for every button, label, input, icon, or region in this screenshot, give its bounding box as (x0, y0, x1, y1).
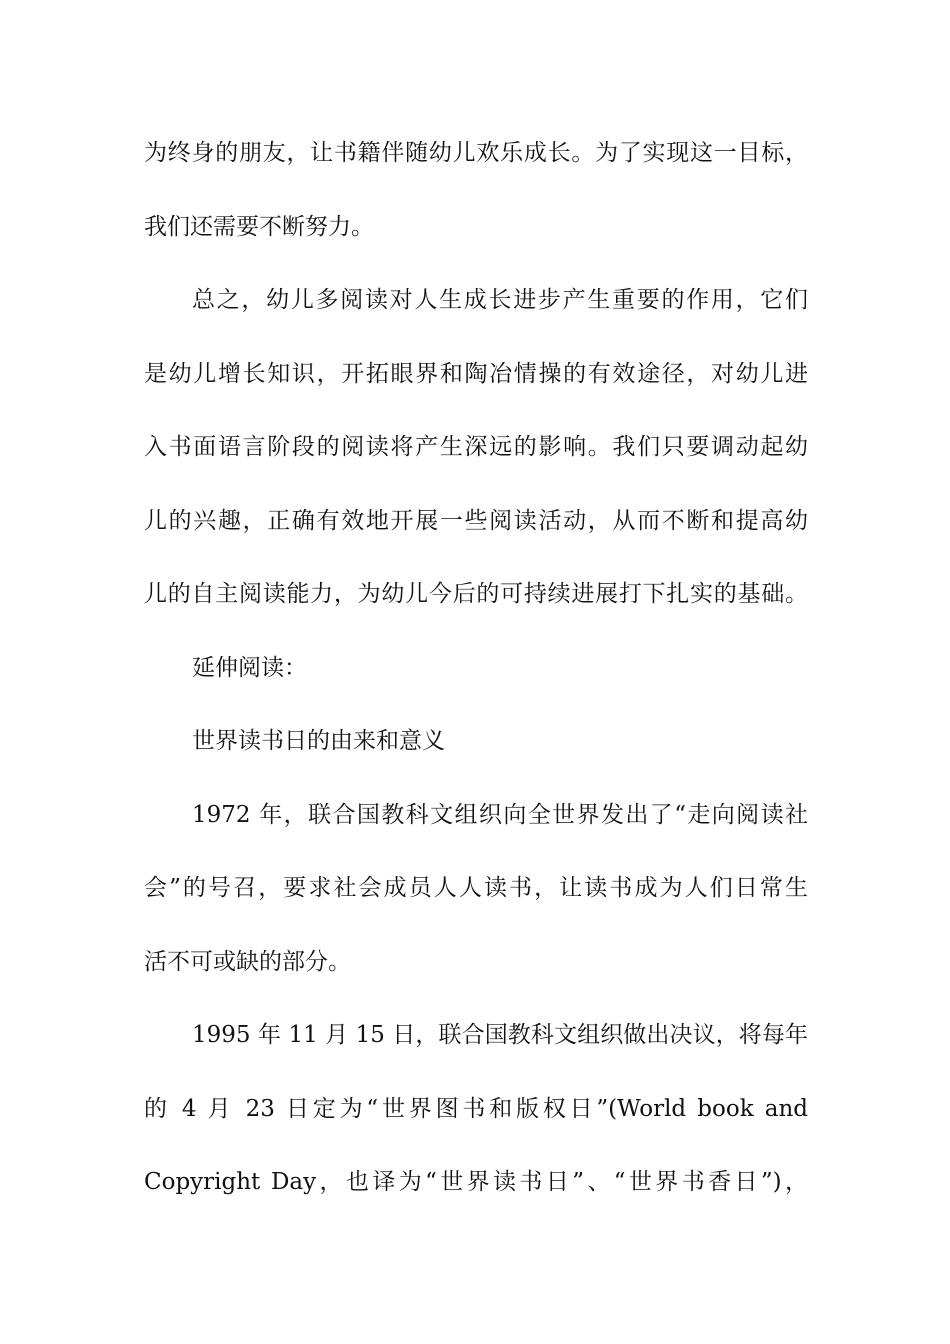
paragraph-line: 活不可或缺的部分。 (144, 948, 351, 975)
paragraph-line: 儿的兴趣，正确有效地开展一些阅读活动，从而不断和提高幼 (144, 507, 808, 534)
section-heading: 世界读书日的由来和意义 (192, 728, 445, 754)
paragraph-line: 的 4 月 23 日定为“世界图书和版权日”(World book and (144, 1095, 808, 1122)
section-label: 延伸阅读： (192, 654, 307, 681)
paragraph-line: 1972 年，联合国教科文组织向全世界发出了“走向阅读社 (192, 801, 808, 828)
paragraph-line: 是幼儿增长知识，开拓眼界和陶冶情操的有效途径，对幼儿进 (144, 360, 808, 387)
paragraph-line: 1995 年 11 月 15 日，联合国教科文组织做出决议，将每年 (192, 1022, 808, 1048)
paragraph-line: 会”的号召，要求社会成员人人读书，让读书成为人们日常生 (144, 875, 808, 901)
paragraph-line: 我们还需要不断努力。 (144, 213, 374, 240)
paragraph-line: 总之，幼儿多阅读对人生成长进步产生重要的作用，它们 (192, 287, 808, 313)
document-body (144, 124, 808, 1227)
paragraph-line: Copyright Day，也译为“世界读书日”、“世界书香日”)， (144, 1169, 808, 1195)
paragraph-line: 入书面语言阶段的阅读将产生深远的影响。我们只要调动起幼 (144, 434, 808, 460)
paragraph-line: 儿的自主阅读能力，为幼儿今后的可持续进展打下扎实的基础。 (144, 581, 808, 607)
paragraph-line: 为终身的朋友，让书籍伴随幼儿欢乐成长。为了实现这一目标， (144, 140, 808, 166)
